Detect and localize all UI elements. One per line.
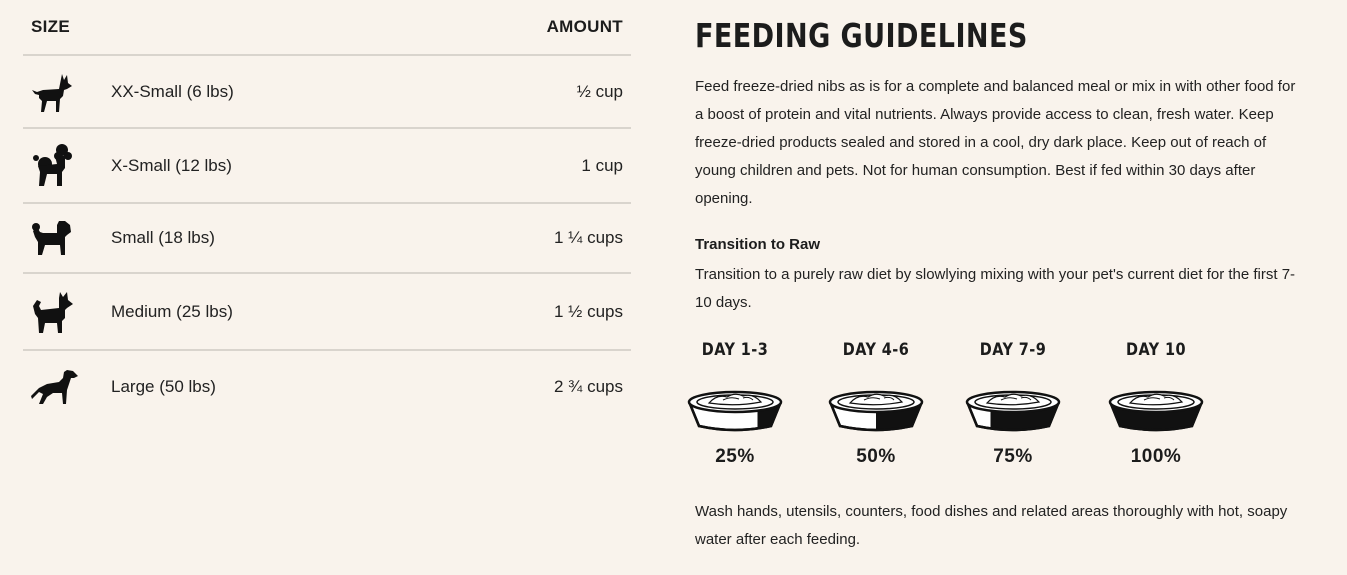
amount-column-header: AMOUNT [546,17,623,36]
food-bowl-icon [828,388,924,432]
table-row [23,274,631,351]
table-header [23,0,631,56]
food-bowl-icon [1108,388,1204,432]
size-label: XX-Small (6 lbs) [111,81,234,101]
transition-paragraph: Transition to a purely raw diet by slowlying mixing with your pet's current diet for the first 7-10 days. [695,266,1296,311]
chihuahua-silhouette-icon [23,70,111,114]
table-row [23,56,631,129]
poodle-silhouette-icon [23,142,111,190]
food-bowl-icon [965,388,1061,432]
day-step [680,340,790,468]
retriever-silhouette-icon [23,366,111,408]
amount-value: ½ cup [576,81,623,101]
food-bowl-icon [687,388,783,432]
day-label: DAY 1-3 [701,340,769,360]
day-label: DAY 4-6 [842,340,910,360]
day-step [821,340,931,468]
amount-value: 1 ½ cups [554,301,623,321]
feeding-amount-table [23,0,631,423]
amount-value: 1 cup [581,155,623,175]
day-step [958,340,1068,468]
amount-value: 2 ¾ cups [554,377,623,396]
size-label: Large (50 lbs) [111,377,216,396]
transition-heading: Transition to Raw [695,236,821,253]
day-label: DAY 10 [1126,340,1186,360]
section-title: FEEDING GUIDELINES [695,16,1028,55]
pug-silhouette-icon [23,217,111,259]
size-column-header: SIZE [31,17,70,36]
intro-paragraph: Feed freeze-dried nibs as is for a complete and balanced meal or mix in with other food for a boost of protein and vital nutrients. Always provide access to clean, fresh water. Keep freeze-dried products sealed and stored in a cool, dry dark place. Keep out of reach of young children and pets. Not for human consumption. Best if fed within 30 days after opening. [695,78,1296,207]
hygiene-paragraph: Wash hands, utensils, counters, food dishes and related areas thoroughly with hot, soapy water after each feeding. [695,503,1288,548]
transition-schedule [695,340,1255,480]
shiba-silhouette-icon [23,288,111,336]
size-label: Small (18 lbs) [111,228,215,247]
day-percent: 75% [993,446,1033,467]
day-percent: 100% [1130,446,1182,467]
table-row [23,351,631,423]
day-percent: 50% [856,446,896,467]
day-step [1101,340,1211,468]
table-row [23,129,631,204]
day-percent: 25% [715,446,755,467]
amount-value: 1 ¼ cups [554,228,623,247]
day-label: DAY 7-9 [979,340,1047,360]
size-label: X-Small (12 lbs) [111,155,232,175]
table-row [23,204,631,274]
size-label: Medium (25 lbs) [111,301,233,321]
